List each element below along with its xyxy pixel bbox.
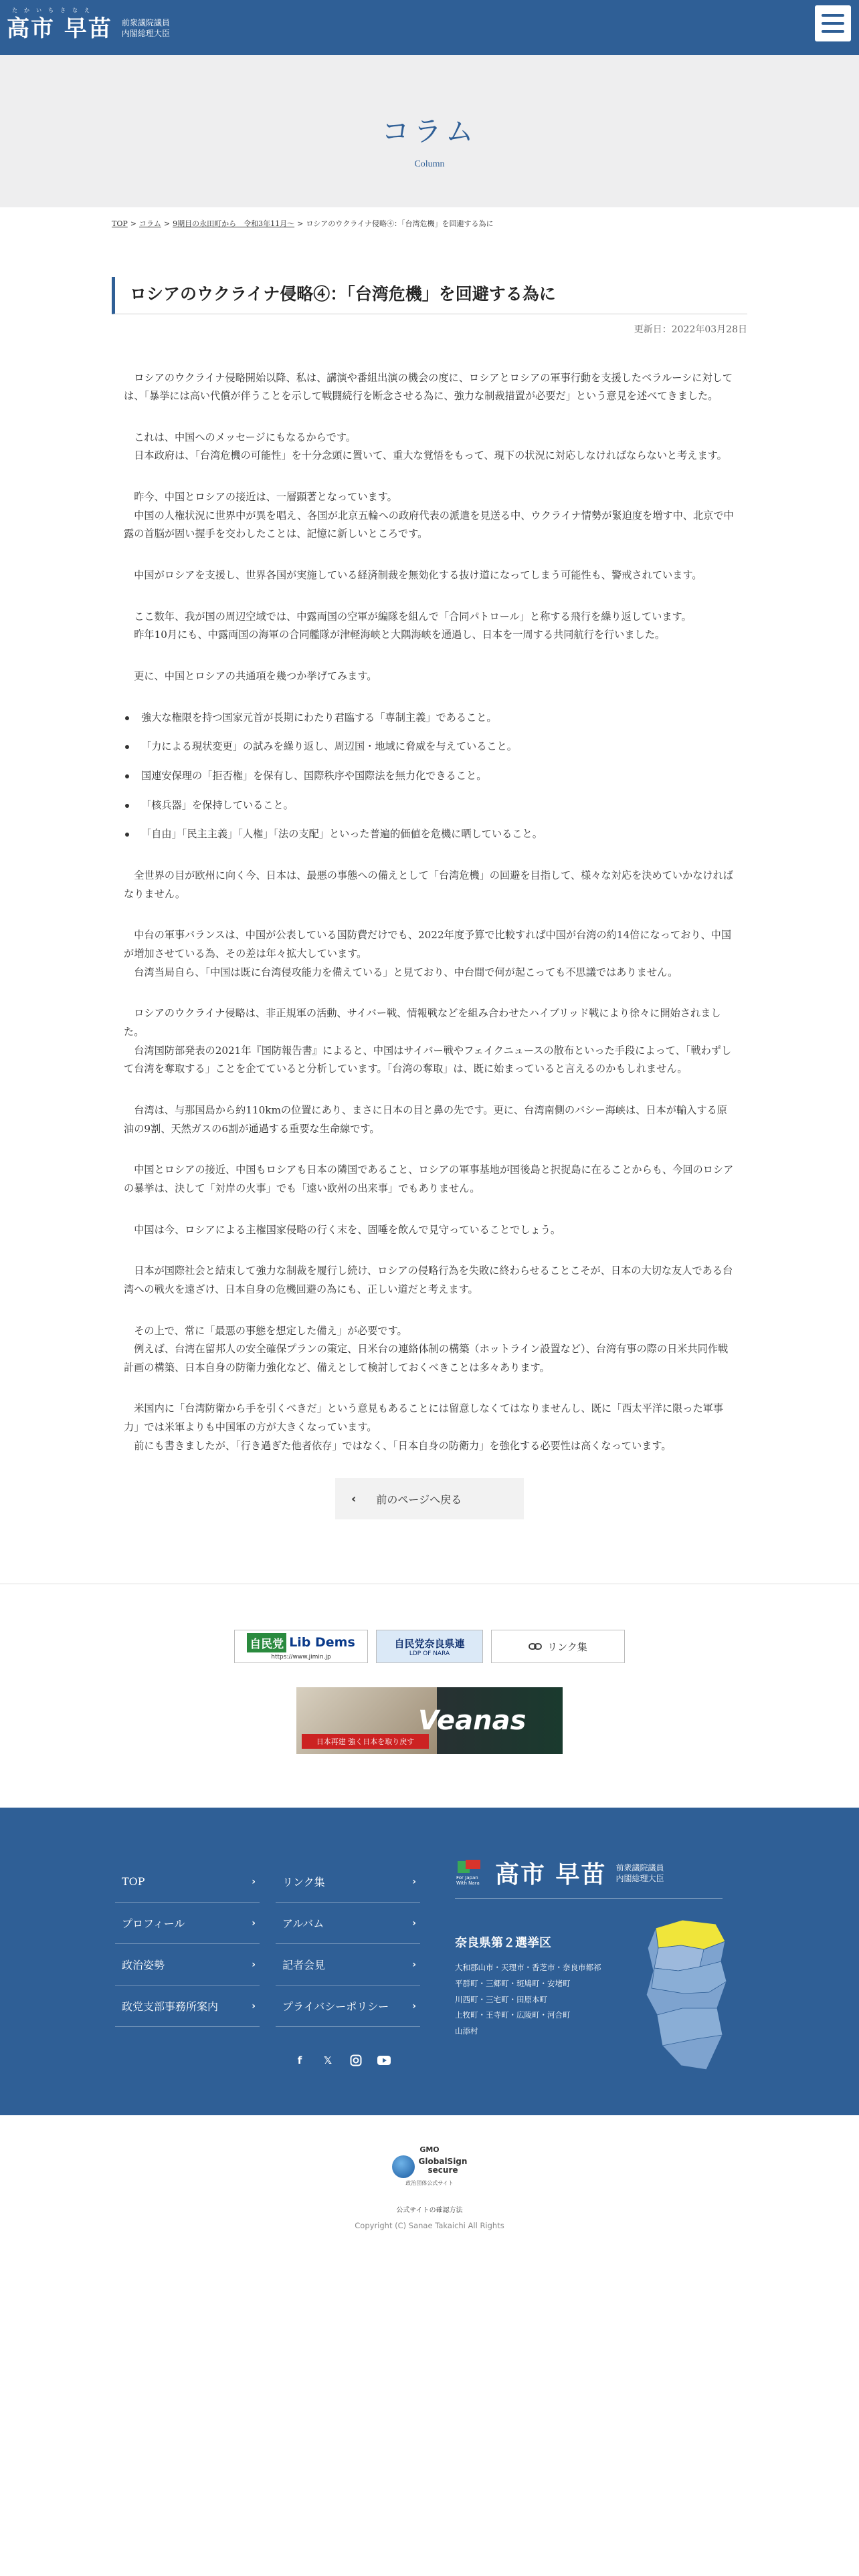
- breadcrumb-top[interactable]: TOP: [112, 219, 128, 228]
- veanas-photo: [296, 1687, 437, 1754]
- page-subtitle: Column: [414, 159, 445, 169]
- bullet-item: 強大な権限を持つ国家元首が長期にわたり君臨する「専制主義」であること。: [124, 709, 735, 728]
- paragraph: 中国は今、ロシアによる主権国家侵略の行く末を、固唾を飲んで見守っていることでしょう。: [124, 1223, 561, 1236]
- site-header: [0, 0, 859, 55]
- footer-link-profile[interactable]: プロフィール ›: [115, 1903, 260, 1944]
- chevron-right-icon: ›: [412, 1876, 416, 1887]
- ssl-name-1: GlobalSign: [418, 2157, 468, 2167]
- footer-link-office[interactable]: 政党支部事務所案内 ›: [115, 1985, 260, 2027]
- bullet-item: 「力による現状変更」の試みを繰り返し、周辺国・地域に脅威を与えていること。: [124, 738, 735, 756]
- paragraph: ロシアのウクライナ侵略開始以降、私は、講演や番組出演の機会の度に、ロシアとロシアの軍事行動を支援したベラルーシに対しては、「暴挙には高い代償が伴うことを示して戦闘続行を断念させる為に、強力な制裁措置が必要だ」という意見を述べてきました。: [124, 371, 733, 403]
- chevron-right-icon: ›: [252, 1959, 256, 1970]
- link-icon: [529, 1642, 542, 1650]
- chevron-right-icon: ›: [252, 1876, 256, 1887]
- ssl-caption: 政治団体公式サイト: [405, 2180, 454, 2187]
- article-body: [112, 369, 747, 1456]
- paragraph: ここ数年、我が国の周辺空域では、中露両国の空軍が編隊を組んで「合同パトロール」と称する飛行を繰り返しています。 昨年10月にも、中露両国の海軍の合同艦隊が津軽海峡と大隅海峡を通過し、日本を一周する共同航行を行いました。: [124, 610, 692, 641]
- bullet-item: 「自由」「民主主義」「人権」「法の支配」といった普遍的価値を危機に晒していること。: [124, 825, 735, 844]
- chevron-right-icon: ›: [412, 1917, 416, 1929]
- instagram-icon[interactable]: [349, 2054, 363, 2067]
- paragraph: 中国とロシアの接近、中国もロシアも日本の隣国であること、ロシアの軍事基地が国後島と択捉島に在ることからも、今回のロシアの暴挙は、決して「対岸の火事」でも「遠い欧州の出来事」でもありません。: [124, 1164, 734, 1194]
- footer: [0, 1808, 859, 2115]
- links-banner[interactable]: [491, 1630, 625, 1663]
- chevron-left-icon: ‹: [351, 1491, 357, 1506]
- page-hero: [0, 55, 859, 207]
- back-button-label: 前のページへ戻る: [376, 1493, 462, 1506]
- ldp-banner[interactable]: [234, 1630, 368, 1663]
- ldp-url: https://www.jimin.jp: [271, 1653, 331, 1660]
- page-title: コラム: [381, 115, 478, 148]
- paragraph: 中国がロシアを支援し、世界各国が実施している経済制裁を無効化する抜け道になってしまう可能性も、警戒されています。: [124, 569, 702, 582]
- district-title: 奈良県第２選挙区: [455, 1936, 551, 1951]
- ssl-gmo: GMO: [419, 2145, 440, 2155]
- chevron-right-icon: ›: [252, 2000, 256, 2012]
- ssl-seal[interactable]: [393, 2145, 466, 2187]
- footer-bottom: [0, 2115, 859, 2246]
- paragraph: 更に、中国とロシアの共通項を幾つか挙げてみます。: [124, 670, 377, 683]
- bullet-list: [124, 709, 735, 844]
- hamburger-icon: [822, 14, 844, 17]
- paragraph: ロシアのウクライナ侵略は、非正規軍の活動、サイバー戦、情報戦などを組み合わせたハイブリッド戦により徐々に開始されました。 台湾国防部発表の2021年『国防報告書』によると、中国はサイバー戦やフェイクニュースの散布といった手段によって、「戦わずして台湾を奪取する」ことを企てていると分析しています。「台湾の奪取」は、既に始まっていると言えるのかもしれません。: [124, 1007, 732, 1075]
- brand-mark-text: For Japan With Nara: [456, 1874, 480, 1886]
- x-icon[interactable]: 𝕏: [323, 2054, 332, 2067]
- links-banner-label: リンク集: [547, 1640, 587, 1653]
- back-button[interactable]: [335, 1478, 524, 1519]
- ldp-mark: 自民党: [247, 1633, 286, 1652]
- footer-link-policy[interactable]: 政治姿勢 ›: [115, 1944, 260, 1985]
- verify-link[interactable]: 公式サイトの確認方法: [396, 2207, 463, 2215]
- bullet-item: 「核兵器」を保持していること。: [124, 796, 735, 815]
- paragraph: 米国内に「台湾防衛から手を引くべきだ」という意見もあることには留意しなくてはなりませんし、既に「西太平洋に限った軍事力」では米軍よりも中国軍の方が大きくなっています。 前にも書きましたが、「行き過ぎた他者依存」ではなく、「日本自身の防衛力」を強化する必要性は高くなっています。: [124, 1402, 724, 1452]
- logo-title-2: 内閣総理大臣: [121, 28, 170, 38]
- veanas-brand: Veanas: [418, 1705, 527, 1737]
- breadcrumb-column[interactable]: コラム: [138, 219, 161, 228]
- paragraph: 日本が国際社会と結束して強力な制裁を履行し続け、ロシアの侵略行為を失敗に終わらせることこそが、日本の大切な友人である台湾への戦火を遠ざけ、日本自身の危機回避の為にも、正しい道だと考えます。: [124, 1265, 733, 1295]
- article-title: ロシアのウクライナ侵略④：「台湾危機」を回避する為に: [112, 277, 747, 314]
- updated-date: 更新日：2022年03月28日: [634, 324, 747, 335]
- footer-link-privacy[interactable]: プライバシーポリシー ›: [276, 1985, 420, 2027]
- breadcrumb-category[interactable]: 9期目の永田町から 令和3年11月〜: [173, 219, 295, 228]
- copyright: Copyright (C) Sanae Takaichi All Rights: [355, 2221, 504, 2231]
- chevron-right-icon: ›: [252, 1917, 256, 1929]
- nara-ldp-banner[interactable]: [376, 1630, 483, 1663]
- footer-nav: [115, 1861, 420, 2027]
- paragraph: 中台の軍事バランスは、中国が公表している国防費だけでも、2022年度予算で比較すれば中国が台湾の約14倍になっており、中国が増加させている為、その差は年々拡大しています。 台湾当局自ら、「中国は既に台湾侵攻能力を備えている」と見ており、中台間で何が起こっても不思議ではありません。: [124, 929, 732, 978]
- social-links: [293, 2054, 391, 2067]
- logo-title-1: 前衆議院議員: [121, 17, 170, 27]
- veanas-banner[interactable]: [296, 1687, 563, 1754]
- footer-link-album[interactable]: アルバム ›: [276, 1903, 420, 1944]
- footer-title-1: 前衆議院議員: [615, 1862, 664, 1872]
- nara-map-icon: [642, 1915, 729, 2075]
- ssl-name-2: secure: [427, 2165, 458, 2175]
- paragraph: 全世界の目が欧州に向く今、日本は、最悪の事態への備えとして「台湾危機」の回避を目指して、様々な対応を決めていかなければなりません。: [124, 869, 733, 900]
- bullet-item: 国連安保理の「拒否権」を保有し、国際秩序や国際法を無力化できること。: [124, 767, 735, 786]
- logo-ruby: たかいちさなえ: [12, 7, 96, 13]
- breadcrumb-current: ロシアのウクライナ侵略④：「台湾危機」を回避する為に: [306, 219, 494, 228]
- site-logo[interactable]: [7, 8, 170, 40]
- district-areas: 大和郡山市・天理市・香芝市・奈良市都祁 平群町・三郷町・斑鳩町・安堵町 川西町・三宅町・田原本町 上牧町・王寺町・広陵町・河合町 山添村: [455, 1963, 601, 2036]
- ldp-name: Lib Dems: [289, 1635, 355, 1650]
- article: [112, 277, 747, 1519]
- paragraph: これは、中国へのメッセージにもなるからです。 日本政府は、「台湾危機の可能性」を十分念頭に置いて、重大な覚悟をもって、現下の状況に対応しなければならないと考えます。: [124, 431, 727, 462]
- paragraph: 昨今、中国とロシアの接近は、一層顕著となっています。 中国の人権状況に世界中が異を唱え、各国が北京五輪への政府代表の派遣を見送る中、ウクライナ情勢が緊迫度を増す中、北京で中露の首脳が固い握手を交わしたことは、記憶に新しいところです。: [124, 491, 734, 540]
- globe-icon: [392, 2155, 415, 2178]
- footer-name: 高市 早苗: [495, 1861, 607, 1889]
- youtube-icon[interactable]: [377, 2054, 391, 2067]
- footer-link-links[interactable]: リンク集 ›: [276, 1861, 420, 1903]
- nara-banner-title: 自民党奈良県連: [394, 1637, 465, 1650]
- chevron-right-icon: ›: [412, 2000, 416, 2012]
- footer-link-top[interactable]: TOP ›: [115, 1861, 260, 1903]
- footer-title-2: 内閣総理大臣: [615, 1873, 664, 1883]
- veanas-caption: 日本再建 強く日本を取り戻す: [302, 1734, 429, 1749]
- logo-name: 高市 早苗: [7, 15, 112, 42]
- facebook-icon[interactable]: f: [297, 2054, 302, 2067]
- paragraph: その上で、常に「最悪の事態を想定した備え」が必要です。 例えば、台湾在留邦人の安全確保プランの策定、日米台の連絡体制の構築（ホットライン設置など）、台湾有事の際の日米共同作戦計画の構築、日本自身の防衛力強化など、備えとして検討しておくべきことは多々あります。: [124, 1324, 729, 1374]
- hamburger-menu-button[interactable]: [815, 5, 851, 41]
- brand-mark-icon: [455, 1857, 487, 1889]
- footer-link-press[interactable]: 記者会見 ›: [276, 1944, 420, 1985]
- banner-row: [0, 1630, 859, 1663]
- breadcrumb: TOP > コラム > 9期目の永田町から 令和3年11月〜 > ロシアのウクライナ侵略④：「台湾危機」を回避する為に: [112, 219, 494, 228]
- footer-brand-line: [455, 1898, 723, 1899]
- paragraph: 台湾は、与那国島から約110kmの位置にあり、まさに日本の目と鼻の先です。更に、台湾南側のバシー海峡は、日本が輸入する原油の9割、天然ガスの6割が通過する重要な生命線です。: [124, 1103, 727, 1135]
- chevron-right-icon: ›: [412, 1959, 416, 1970]
- nara-banner-sub: LDP OF NARA: [409, 1650, 450, 1657]
